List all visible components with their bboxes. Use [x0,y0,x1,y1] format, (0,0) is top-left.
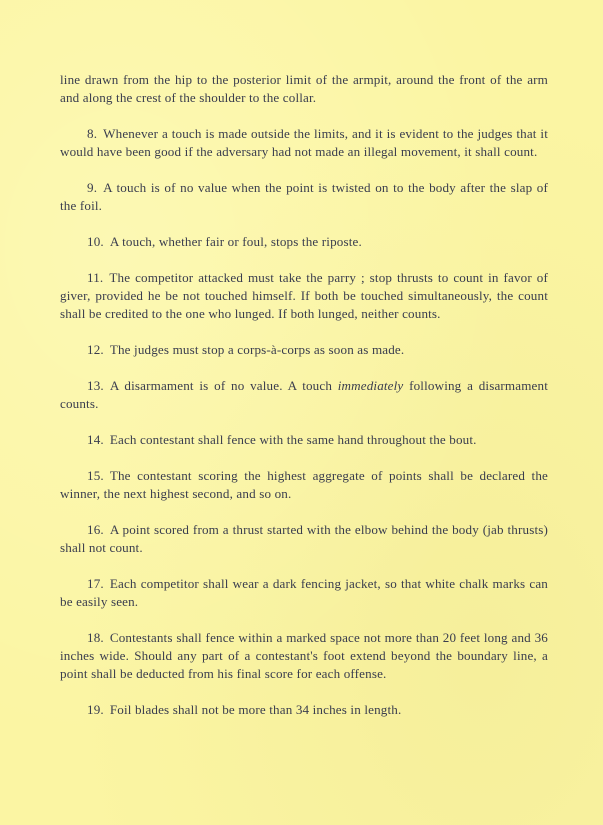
rule-15 [60,467,548,503]
rule-18 [60,629,548,683]
rule-16 [60,521,548,557]
rule-text: Whenever a touch is made outside the limits, and it is evident to the judges that it would have been good if the adversary had not made an illegal movement, it shall count. [60,126,548,159]
rule-17 [60,575,548,611]
rule-text: Contestants shall fence within a marked space not more than 20 feet long and 36 inches wide. Should any part of a contestant's foot extend beyond the boundary line, a point shall be deducted from his final score for each offense. [60,630,548,681]
rule-10 [60,233,548,251]
rule-text: The contestant scoring the highest aggregate of points shall be declared the winner, the next highest second, and so on. [60,468,548,501]
rule-number: 18. [87,630,104,645]
rule-number: 11. [87,270,104,285]
rule-text: A touch is of no value when the point is twisted on to the body after the slap of the foil. [60,180,548,213]
paragraph-text: line drawn from the hip to the posterior limit of the armpit, around the front of the arm and along the crest of the shoulder to the collar. [60,72,548,105]
rule-number: 9. [87,180,98,195]
rule-number: 10. [87,234,104,249]
rule-11 [60,269,548,323]
rules-text [60,71,548,737]
paragraph-continued [60,71,548,107]
rule-text-after: following a disarmament counts. [60,378,549,411]
rule-8 [60,125,548,161]
rule-text-before: A disarmament is of no value. A touch [109,378,338,393]
rule-number: 19. [87,702,104,717]
rule-text: The competitor attacked must take the parry ; stop thrusts to count in favor of giver, provided he be not touched himself. If both be touched simultaneously, the count shall be credited to the one who lunged. If both lunged, neither counts. [60,270,548,321]
rule-number: 13. [87,378,104,393]
rule-13 [60,377,548,413]
rule-text: Each contestant shall fence with the same hand throughout the bout. [109,432,477,447]
rule-19 [60,701,548,719]
rule-text: The judges must stop a corps-à-corps as soon as made. [109,342,405,357]
rule-text: Foil blades shall not be more than 34 inches in length. [109,702,402,717]
rule-9 [60,179,548,215]
rule-number: 14. [87,432,104,447]
rule-number: 15. [87,468,104,483]
rule-emphasis: immediately [337,378,404,393]
rule-number: 17. [87,576,104,591]
rule-14 [60,431,548,449]
rule-text: Each competitor shall wear a dark fencing jacket, so that white chalk marks can be easily seen. [60,576,548,609]
rule-text: A touch, whether fair or foul, stops the riposte. [109,234,362,249]
rule-number: 8. [87,126,98,141]
rule-number: 16. [87,522,104,537]
rule-text: A point scored from a thrust started with the elbow behind the body (jab thrusts) shall not count. [60,522,548,555]
rule-12 [60,341,548,359]
rule-number: 12. [87,342,104,357]
